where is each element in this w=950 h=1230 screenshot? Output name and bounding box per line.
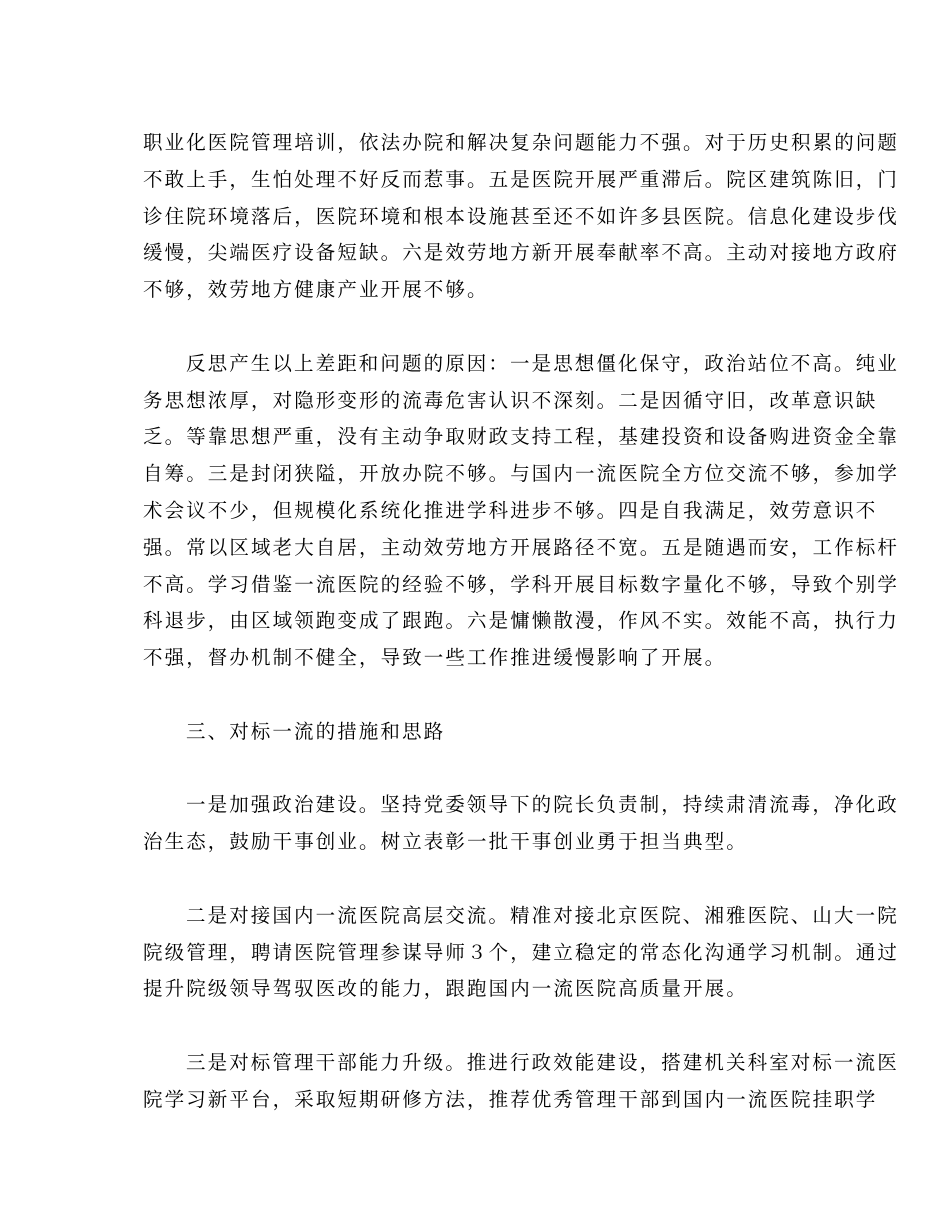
text-line: 三是对标管理干部能力升级。推进行政效能建设，搭建机关科室对标一流医 — [186, 1050, 899, 1074]
text-line: 术会议不少，但规模化系统化推进学科进步不够。四是自我满足，效劳意识不 — [143, 498, 878, 522]
text-line: 一是加强政治建设。坚持党委领导下的院长负责制，持续肃清流毒，净化政 — [186, 793, 899, 817]
section-heading-measures — [143, 719, 803, 756]
text-line: 治生态，鼓励干事创业。树立表彰一批干事创业勇于担当典型。 — [143, 830, 748, 854]
text-line: 院学习新平台，采取短期研修方法，推荐优秀管理干部到国内一流医院挂职学 — [143, 1087, 878, 1111]
paragraph-political-construction — [143, 792, 899, 866]
text-line: 二是对接国内一流医院高层交流。精准对接北京医院、湘雅医院、山大一院 — [186, 903, 899, 927]
text-line: 乏。等靠思想严重，没有主动争取财政支持工程，基建投资和设备购进资金全靠 — [143, 425, 900, 449]
text-line: 反思产生以上差距和问题的原因：一是思想僵化保守，政治站位不高。纯业 — [186, 351, 899, 375]
text-line: 院级管理，聘请医院管理参谋导师３个，建立稳定的常态化沟通学习机制。通过 — [143, 940, 900, 964]
text-line: 不高。学习借鉴一流医院的经验不够，学科开展目标数字量化不够，导致个别学 — [143, 572, 900, 596]
text-line: 职业化医院管理培训，依法办院和解决复杂问题能力不强。对于历史积累的问题 — [143, 131, 900, 154]
paragraph-hospital-shortcomings — [143, 130, 900, 314]
text-line: 务思想浓厚，对隐形变形的流毒危害认识不深刻。二是因循守旧，改革意识缺 — [143, 388, 878, 412]
text-line: 诊住院环境落后，医院环境和根本设施甚至还不如许多县医院。信息化建设步伐 — [143, 204, 900, 228]
text-line: 提升院级领导驾驭医改的能力，跟跑国内一流医院高质量开展。 — [143, 977, 748, 1001]
text-line: 自筹。三是封闭狭隘，开放办院不够。与国内一流医院全方位交流不够，参加学 — [143, 462, 900, 486]
text-line: 科退步，由区域领跑变成了跟跑。六是慵懒散漫，作风不实。效能不高，执行力 — [143, 609, 900, 633]
text-line: 强。常以区域老大自居，主动效劳地方开展路径不宽。五是随遇而安，工作标杆 — [143, 535, 900, 559]
paragraph-high-level-exchange — [143, 903, 900, 1013]
text-line: 缓慢，尖端医疗设备短缺。六是效劳地方新开展奉献率不高。主动对接地方政府 — [143, 241, 900, 265]
section-heading: 三、对标一流的措施和思路 — [186, 719, 446, 743]
paragraph-reflection-causes — [143, 351, 900, 682]
document-body — [143, 130, 900, 1160]
text-line: 不强，督办机制不健全，导致一些工作推进缓慢影响了开展。 — [143, 646, 727, 670]
text-line: 不敢上手，生怕处理不好反而惹事。五是医院开展严重滞后。院区建筑陈旧，门 — [143, 167, 900, 191]
paragraph-cadre-upgrade — [143, 1050, 899, 1124]
text-line: 不够，效劳地方健康产业开展不够。 — [143, 278, 489, 302]
